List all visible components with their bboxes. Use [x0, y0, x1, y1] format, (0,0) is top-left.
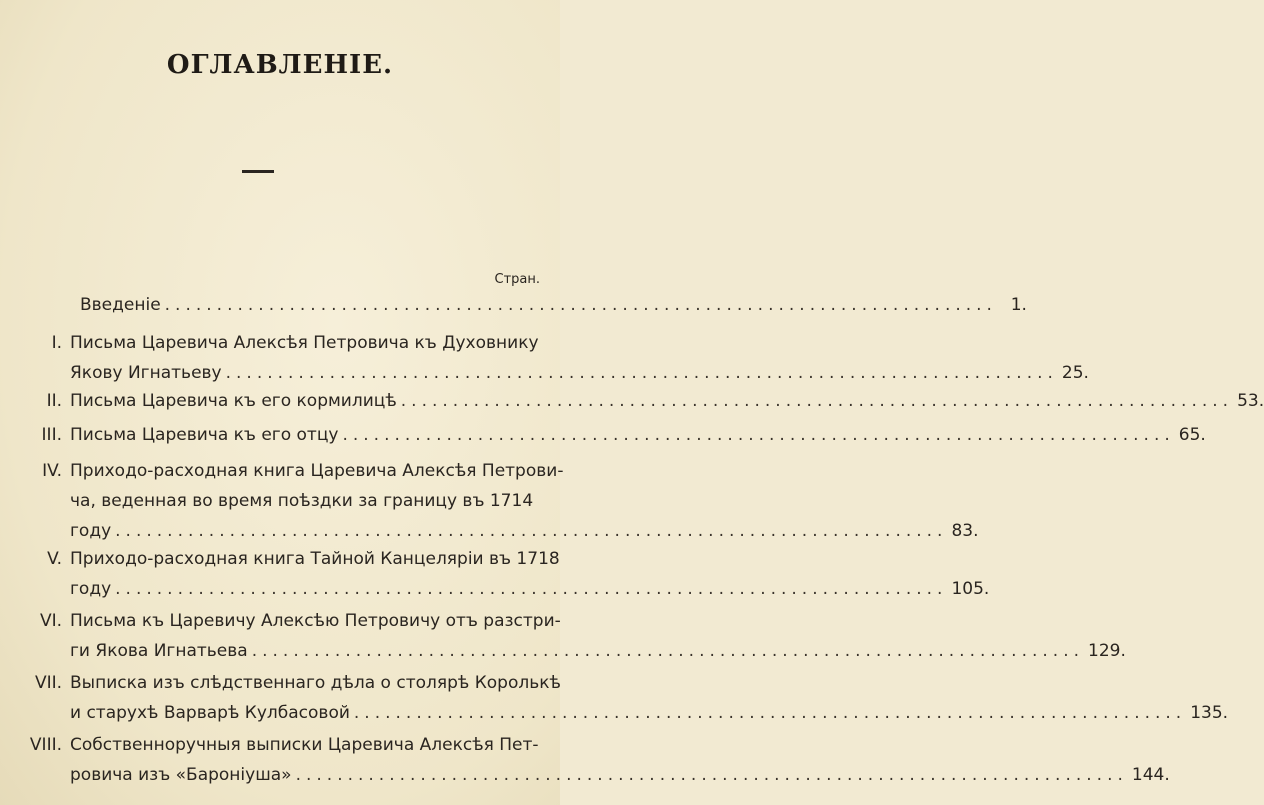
toc-page-number: 144.	[1131, 765, 1170, 785]
toc-entry-text: Письма Царевича къ его отцу	[70, 425, 339, 445]
toc-entry-text: и старухѣ Варварѣ Кулбасовой	[70, 703, 350, 723]
toc-page-number: 129.	[1088, 641, 1126, 661]
page-column-header: Стран.	[494, 272, 540, 287]
toc-page-number: 105.	[951, 579, 990, 599]
toc-entry-number: III.	[41, 425, 62, 445]
toc-page-number: 83.	[951, 521, 979, 541]
leader-dots: ................................................................................	[115, 579, 948, 599]
toc-entry-number: VII.	[34, 673, 62, 693]
leader-dots: ................................................................................	[342, 425, 1175, 445]
toc-entry-text: Якову Игнатьеву	[70, 363, 222, 383]
toc-entry-label: Введеніе	[80, 295, 161, 315]
toc-entry-text: Письма Царевича къ его кормилицѣ	[70, 391, 397, 411]
toc-entry-text: ча, веденная во время поѣздки за границу въ 1714	[70, 491, 534, 511]
toc-entry-number: IV.	[42, 461, 62, 481]
toc-entry-text: ровича изъ «Бароніуша»	[70, 765, 292, 785]
toc-entry-number: II.	[46, 391, 62, 411]
toc-page-number: 25.	[1061, 363, 1089, 383]
toc-entry-number: VI.	[39, 611, 62, 631]
toc-page-number: 135.	[1190, 703, 1229, 723]
leader-dots: ................................................................................	[225, 363, 1058, 383]
toc-entry-text: Приходо-расходная книга Царевича Алексѣя Петрови-	[70, 461, 564, 481]
toc-entry-text: году	[70, 521, 112, 541]
toc-entry-text: Выписка изъ слѣдственнаго дѣла о столярѣ Королькѣ	[70, 673, 561, 693]
toc-entry-text: году	[70, 579, 112, 599]
leader-dots: ................................................................................	[115, 521, 948, 541]
toc-page-number: 53.	[1237, 391, 1264, 411]
leader-dots: ................................................................................	[295, 765, 1128, 785]
toc-entry-number: I.	[51, 333, 62, 353]
toc-page-number: 1.	[1010, 295, 1027, 315]
toc-page-number: 65.	[1178, 425, 1206, 445]
leader-dots: ................................................................................	[251, 641, 1085, 661]
toc-entry-text: Приходо-расходная книга Тайной Канцеляріи въ 1718	[70, 549, 560, 569]
leader-dots: ................................................................................	[400, 391, 1234, 411]
toc-entry-text: Письма Царевича Алексѣя Петровича къ Духовнику	[70, 333, 539, 353]
toc-entry-text: ги Якова Игнатьева	[70, 641, 248, 661]
toc-entry-text: Собственноручныя выписки Царевича Алексѣя Пет-	[70, 735, 539, 755]
toc-entry-number: V.	[47, 549, 62, 569]
title-rule	[242, 170, 274, 173]
leader-dots: ................................................................................	[164, 295, 997, 315]
toc-entry-number: VIII.	[29, 735, 62, 755]
toc-entry-text: Письма къ Царевичу Алексѣю Петровичу отъ разстри-	[70, 611, 561, 631]
leader-dots: ................................................................................	[353, 703, 1187, 723]
page-title: ОГЛАВЛЕНІЕ.	[166, 50, 394, 80]
